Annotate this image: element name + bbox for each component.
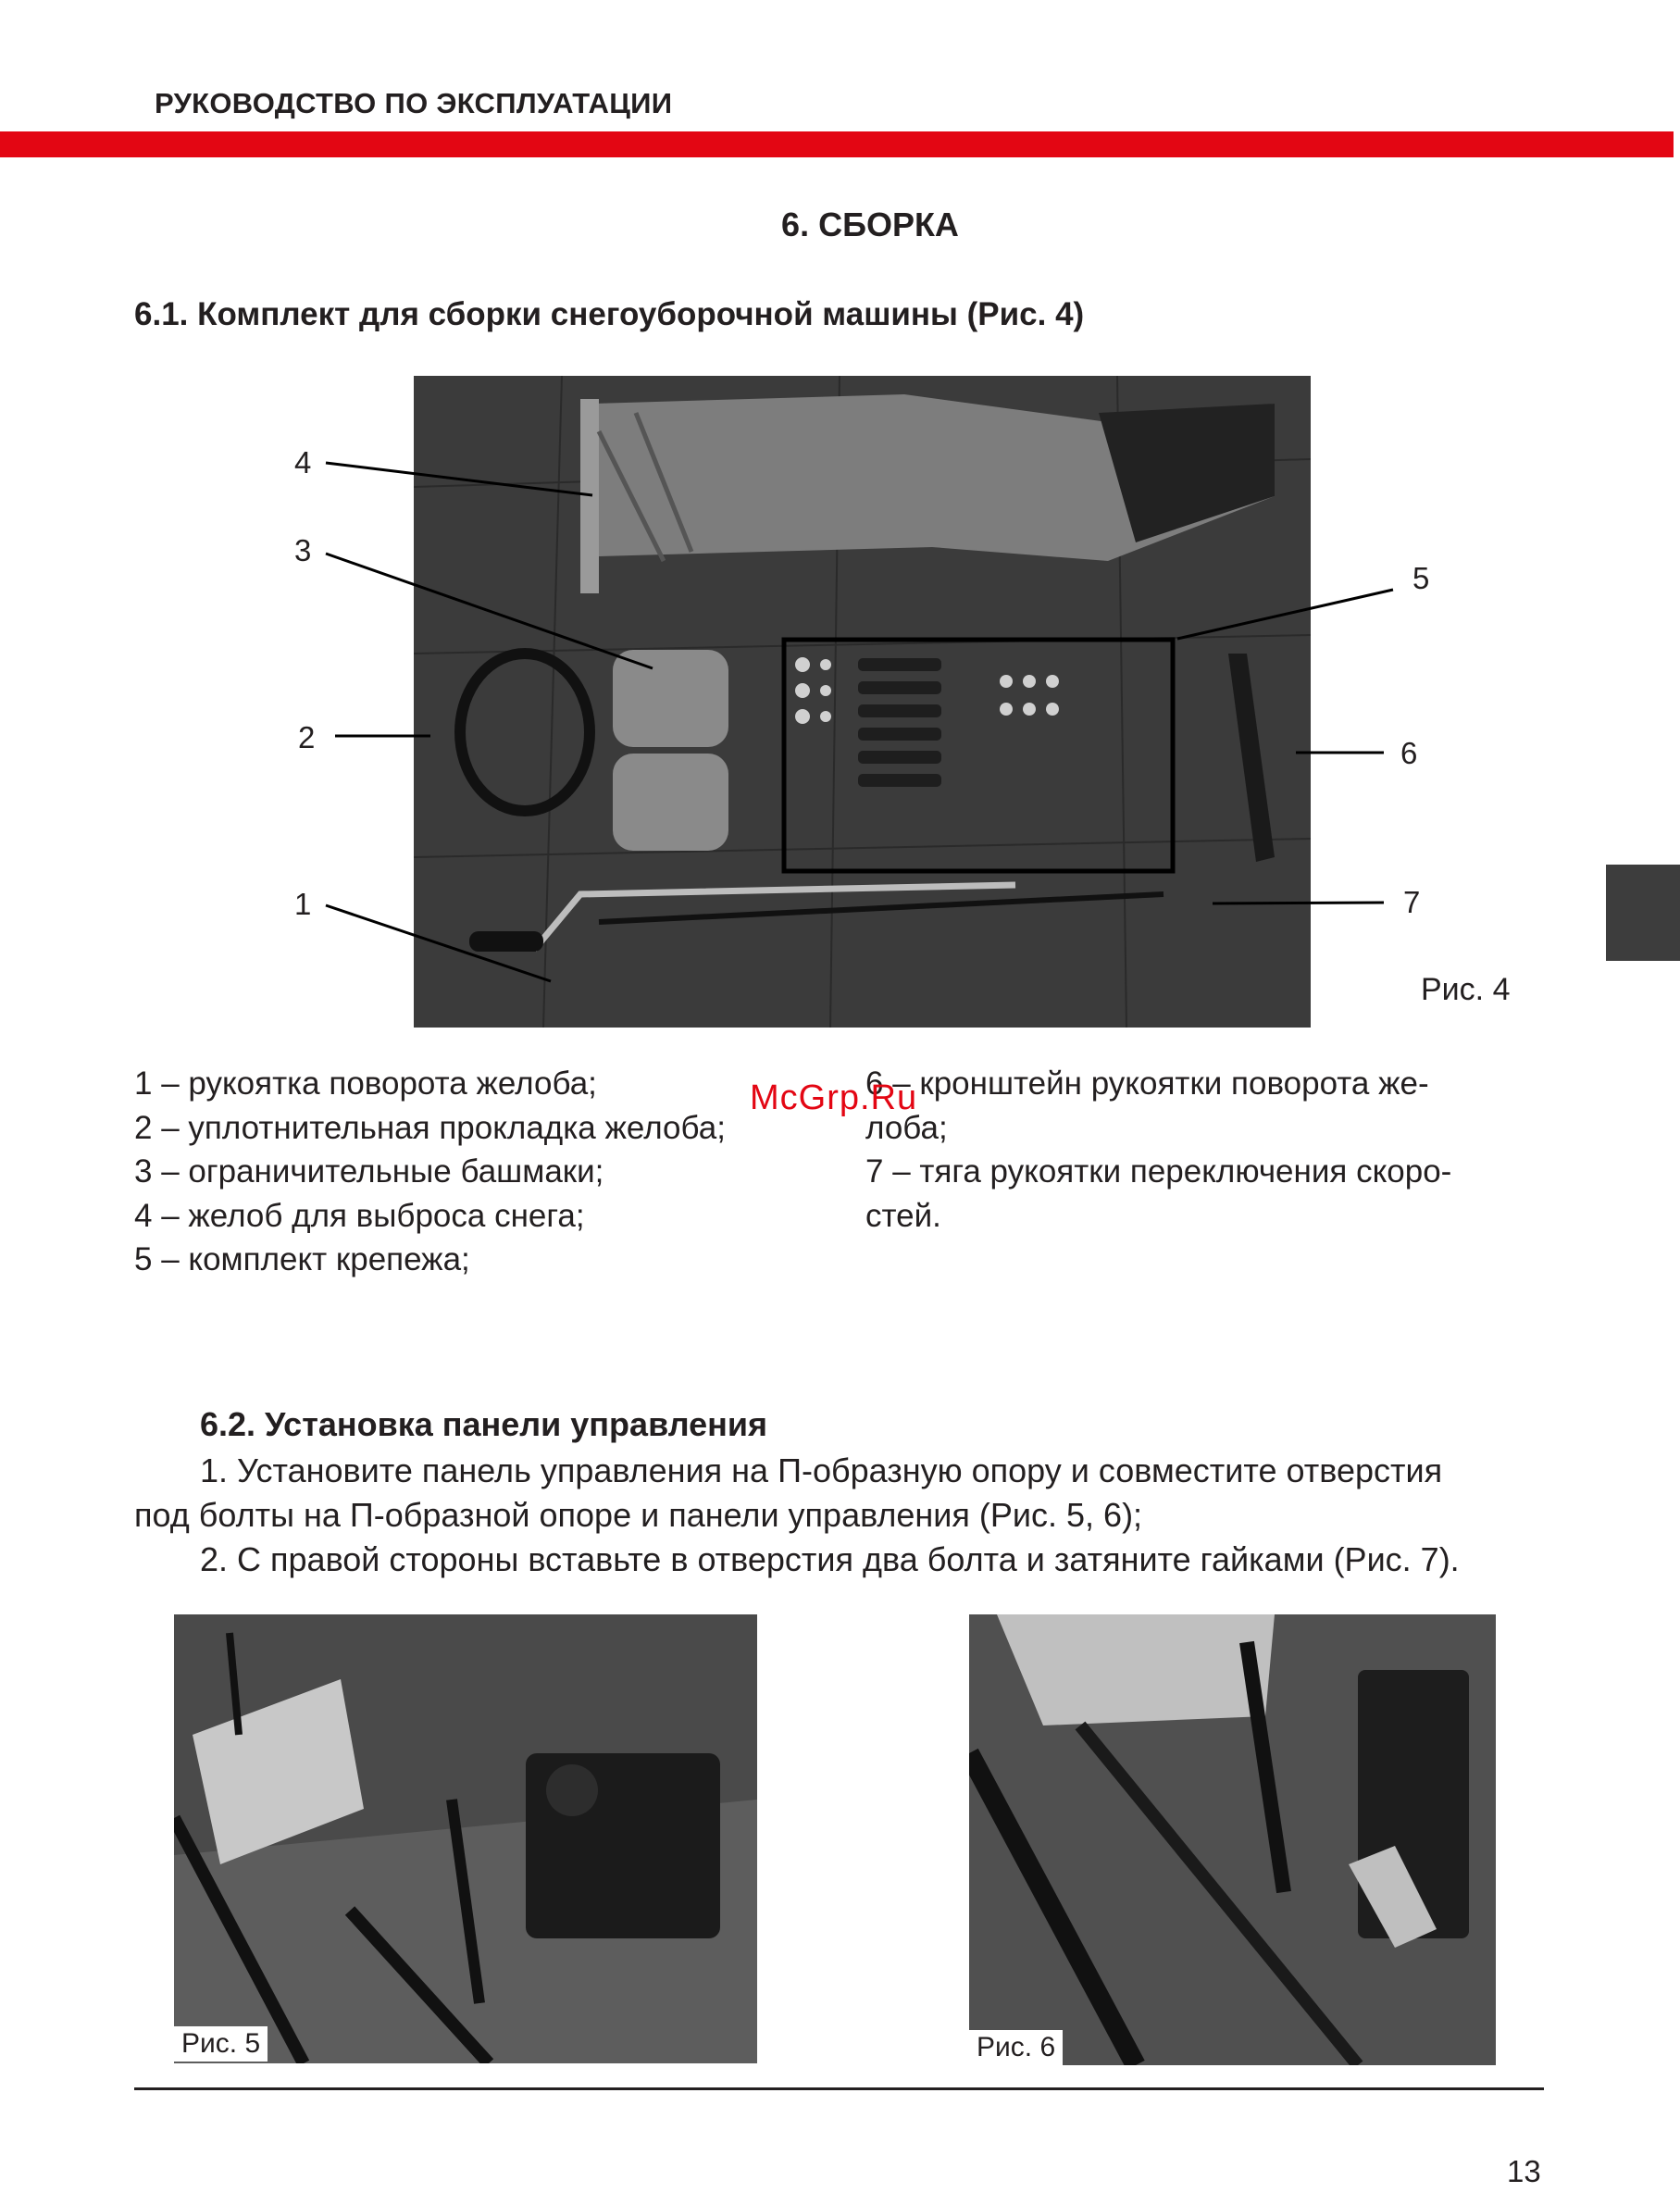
- figure-6-caption: Рис. 6: [969, 2030, 1063, 2065]
- callout-6: 6: [1400, 736, 1418, 770]
- instruction-1: [134, 1449, 1560, 1493]
- callout-2: 2: [298, 720, 316, 754]
- callout-4: 4: [294, 445, 312, 480]
- side-section-tab: [1606, 865, 1680, 961]
- legend-item-4: 4 – желоб для выброса снега;: [134, 1197, 585, 1234]
- legend-item-6b: лоба;: [865, 1109, 948, 1146]
- subsection-6-1-title: 6.1. Комплект для сборки снегоуборочной машины (Рис. 4): [134, 296, 1085, 332]
- subsection-6-2-title: 6.2. Установка панели управления: [200, 1405, 768, 1443]
- figure-6-illustration: [969, 1614, 1496, 2065]
- callout-5: 5: [1412, 561, 1430, 595]
- footer-rule: [134, 2087, 1544, 2090]
- instruction-2: 2. С правой стороны вставьте в отверстия два болта и затяните гайками (Рис. 7).: [200, 1540, 1460, 1578]
- callout-7: 7: [1403, 885, 1421, 919]
- figure-5-caption: Рис. 5: [174, 2026, 268, 2062]
- figure-5-photo: [174, 1614, 757, 2063]
- legend-item-7a: 7 – тяга рукоятки переключения скоро-: [865, 1153, 1452, 1190]
- legend-item-1: 1 – рукоятка поворота желоба;: [134, 1065, 597, 1102]
- legend-item-5: 5 – комплект крепежа;: [134, 1241, 470, 1277]
- legend-item-3: 3 – ограничительные башмаки;: [134, 1153, 604, 1190]
- legend-item-7b: стей.: [865, 1197, 941, 1234]
- legend-right: [865, 1062, 1451, 1238]
- legend-left: [134, 1062, 726, 1282]
- page-number: 13: [1507, 2154, 1541, 2188]
- figure-5-illustration: [174, 1614, 757, 2063]
- callout-3: 3: [294, 533, 312, 567]
- legend-item-2: 2 – уплотнительная прокладка желоба;: [134, 1109, 726, 1146]
- instruction-1-continued: под болты на П-образной опоре и панели управления (Рис. 5, 6);: [134, 1496, 1143, 1534]
- legend-item-6a: 6 – кронштейн рукоятки поворота же-: [865, 1065, 1429, 1102]
- watermark: McGrp.Ru: [750, 1078, 918, 1117]
- section-title: 6. СБОРКА: [781, 206, 959, 243]
- header-title: РУКОВОДСТВО ПО ЭКСПЛУАТАЦИИ: [155, 87, 673, 119]
- figure-4-caption: Рис. 4: [1421, 972, 1511, 1007]
- callout-1: 1: [294, 887, 312, 921]
- instruction-1-line-1: 1. Установите панель управления на П-образную опору и совместите отверстия: [200, 1451, 1443, 1489]
- figure-6-photo: [969, 1614, 1496, 2065]
